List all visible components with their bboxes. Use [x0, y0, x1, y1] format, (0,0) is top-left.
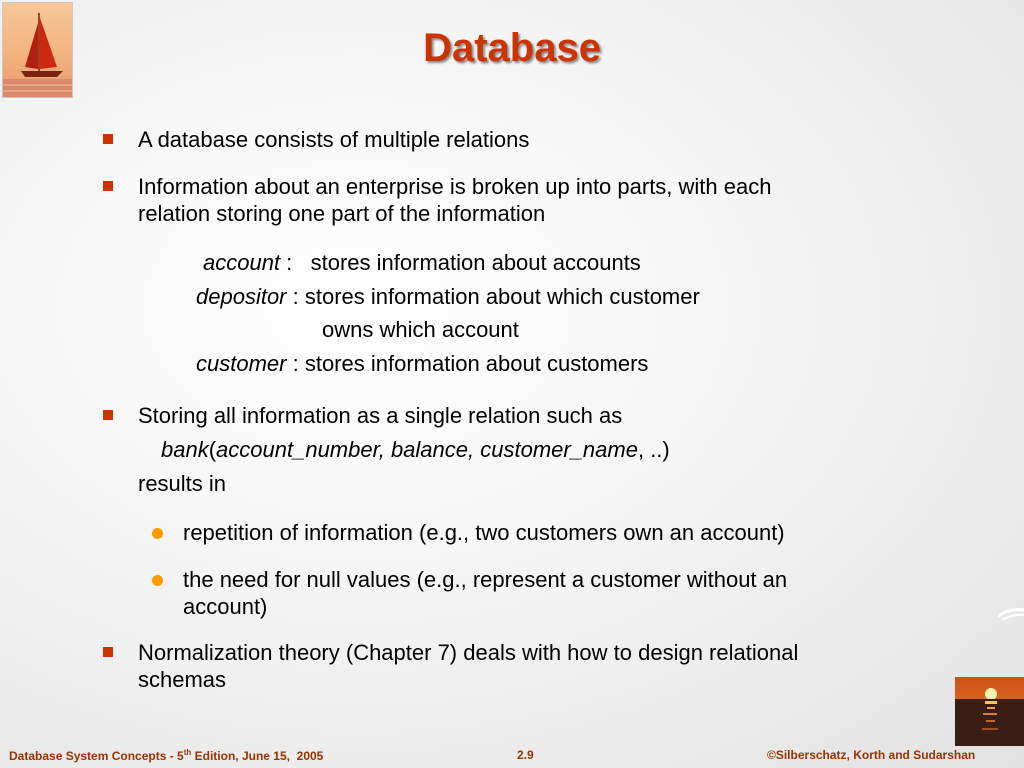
bullet-text: Normalization theory (Chapter 7) deals with how to design relational [138, 640, 799, 665]
footer-date: Edition, June 15, 2005 [191, 749, 324, 763]
relation-name: account [203, 250, 281, 275]
relation-name: depositor [196, 284, 287, 309]
footer-superscript: th [183, 748, 192, 757]
bank-relation-schema [161, 436, 670, 463]
relation-description-continued: owns which account [322, 317, 519, 342]
footer-copyright: ©Silberschatz, Korth and Sudarshan [767, 748, 976, 762]
bank-attributes: account_number, balance, customer_name [216, 437, 638, 462]
sub-bullet-text: repetition of information (e.g., two customers own an account) [183, 520, 785, 545]
footer-left [9, 748, 323, 763]
sub-bullet-text: account) [183, 594, 268, 619]
bullet-text: relation storing one part of the information [138, 201, 546, 226]
bullet-text: Storing all information as a single relation such as [138, 403, 623, 428]
relation-description: stores information about which customer [304, 284, 700, 309]
relation-description: stores information about customers [304, 351, 649, 376]
bullet-text: schemas [138, 667, 227, 692]
square-bullet-icon [103, 410, 113, 420]
square-bullet-icon [103, 647, 113, 657]
relation-description: stores information about accounts [310, 250, 641, 275]
slide-number: 2.9 [517, 748, 534, 762]
relation-line [196, 283, 700, 310]
bank-open-paren: ( [208, 437, 217, 462]
relation-line [196, 350, 648, 377]
decorative-swoosh-icon [998, 606, 1024, 622]
relation-line [203, 249, 641, 276]
relation-separator: : [280, 250, 311, 275]
square-bullet-icon [103, 134, 113, 144]
square-bullet-icon [103, 181, 113, 191]
bank-close: , ..) [637, 437, 670, 462]
sub-bullet-text: the need for null values (e.g., represent a customer without an [183, 567, 788, 592]
footer-edition-text: Database System Concepts - 5 [9, 749, 184, 763]
relation-separator: : [286, 351, 305, 376]
bullet-text: A database consists of multiple relations [138, 127, 530, 152]
sunset-logo-icon [955, 677, 1024, 746]
round-bullet-icon [152, 575, 163, 586]
bank-name: bank [161, 437, 209, 462]
round-bullet-icon [152, 528, 163, 539]
bullet-text: Information about an enterprise is broken up into parts, with each [138, 174, 772, 199]
relation-name: customer [196, 351, 287, 376]
relation-separator: : [286, 284, 305, 309]
results-in-text: results in [138, 471, 227, 496]
slide-title: Database [423, 26, 601, 70]
